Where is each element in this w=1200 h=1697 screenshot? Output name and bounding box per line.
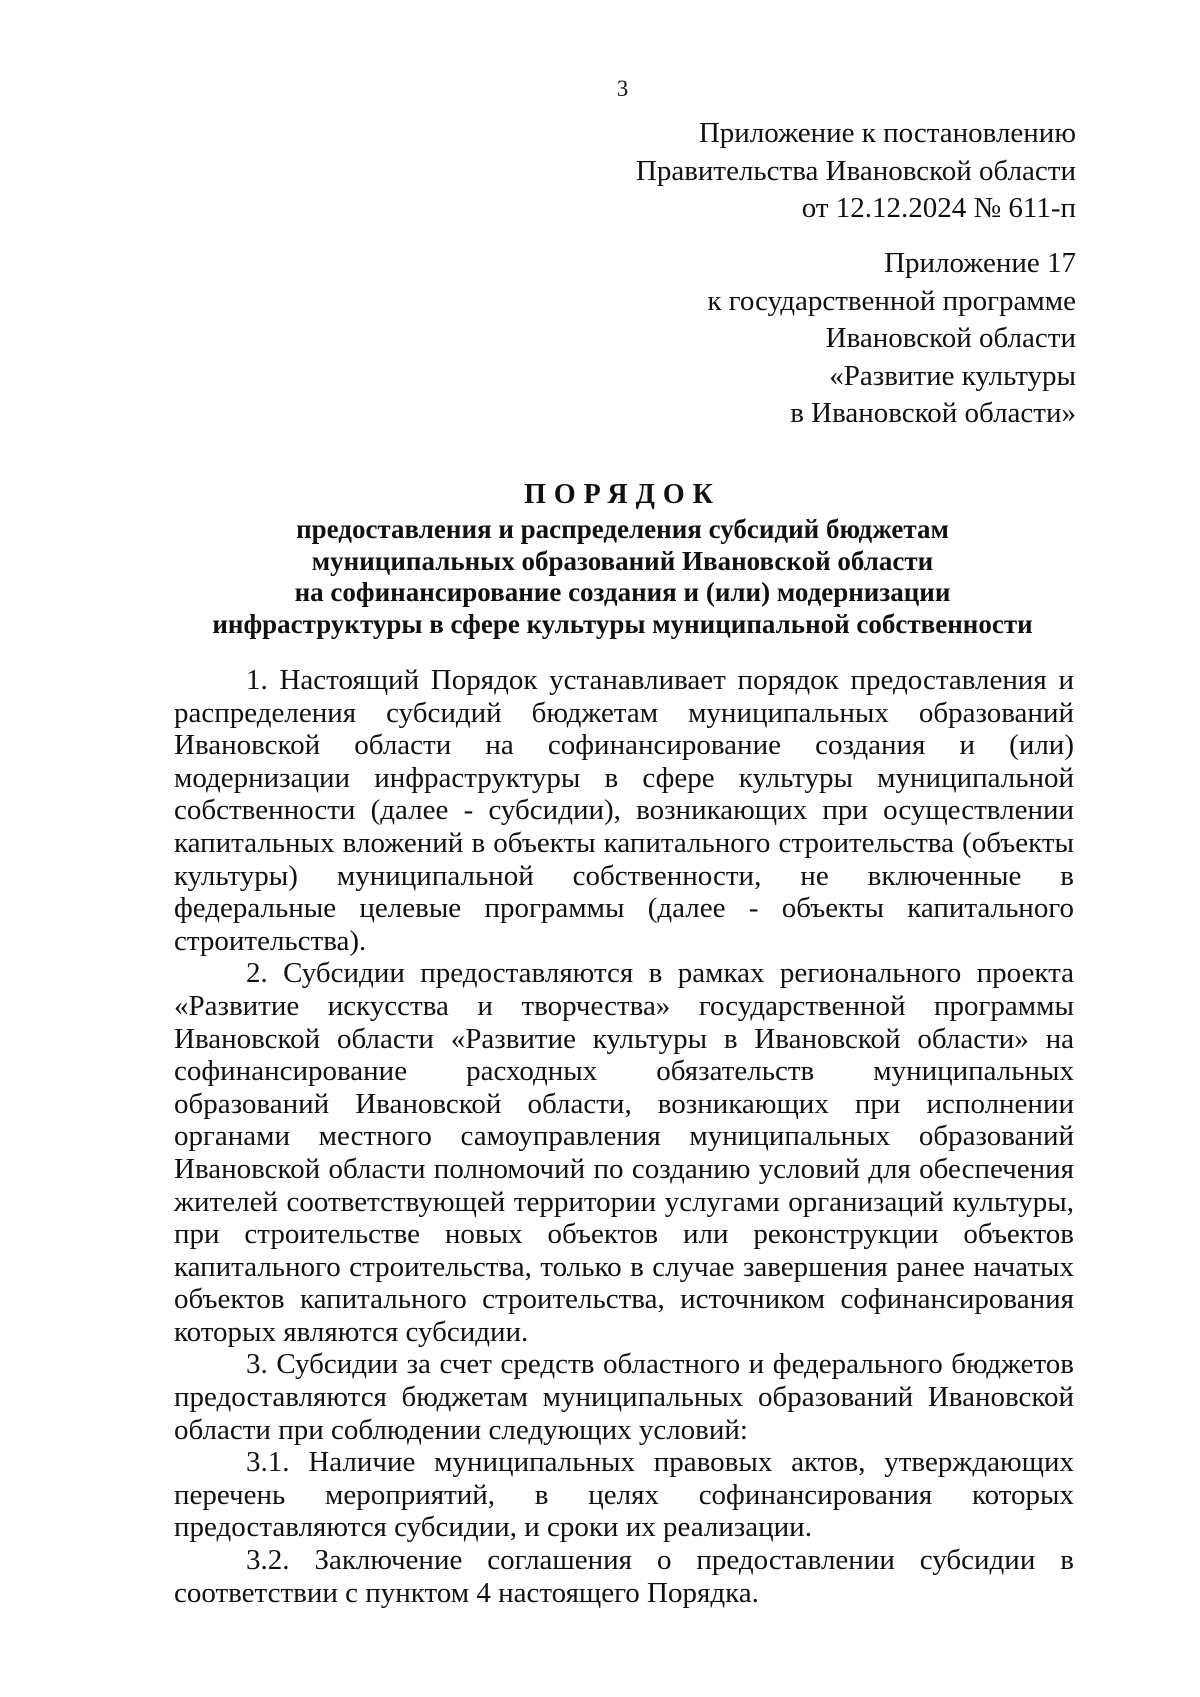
document-subtitle	[170, 514, 1075, 640]
paragraph-3-1: 3.1. Наличие муниципальных правовых актов, утверждающих перечень мероприятий, в целях софинансирования которых предоставляются субсидии, и сроки их реализации.	[174, 1446, 1074, 1544]
appendix-program-block	[707, 245, 1076, 433]
document-title-block	[170, 476, 1075, 640]
appendix-decree-line: Приложение к постановлению	[698, 117, 1076, 149]
appendix-decree-line: от 12.12.2024 № 611-п	[801, 192, 1076, 224]
appendix-program-line: Приложение 17	[884, 247, 1076, 279]
appendix-program-line: в Ивановской области»	[790, 397, 1076, 429]
paragraph-3-2: 3.2. Заключение соглашения о предоставлении субсидии в соответствии с пунктом 4 настоящего Порядка.	[174, 1544, 1074, 1609]
paragraph-3: 3. Субсидии за счет средств областного и федерального бюджетов предоставляются бюджетам муниципальных образований Ивановской области при соблюдении следующих условий:	[174, 1348, 1074, 1446]
paragraph-2: 2. Субсидии предоставляются в рамках регионального проекта «Развитие искусства и творчества» государственной программы Ивановской области «Развитие культуры в Ивановской области» на софинансирование расходных обязательств муниципальных образований Ивановской области, возникающих при исполнении органами местного самоуправления муниципальных образований Ивановской области полномочий по созданию условий для обеспечения жителей соответствующей территории услугами организаций культуры, при строительстве новых объектов или реконструкции объектов капитального строительства, только в случае завершения ранее начатых объектов капитального строительства, источником софинансирования которых являются субсидии.	[174, 957, 1074, 1348]
appendix-program-line: к государственной программе	[707, 284, 1076, 317]
document-title: ПОРЯДОК	[524, 479, 721, 510]
appendix-program-line: «Развитие культуры	[829, 359, 1076, 392]
paragraph-1: 1. Настоящий Порядок устанавливает порядок предоставления и распределения субсидий бюджетам муниципальных образований Ивановской области на софинансирование создания и (или) модернизации инфраструктуры в сфере культуры муниципальной собственности (далее - субсидии), возникающих при осуществлении капитальных вложений в объекты капитального строительства (объекты культуры) муниципальной собственности, не включенные в федеральные целевые программы (далее - объекты капитального строительства).	[174, 664, 1074, 957]
document-body	[174, 664, 1074, 1609]
appendix-decree-line: Правительства Ивановской области	[635, 154, 1076, 187]
appendix-decree-block	[636, 115, 1076, 228]
subtitle-line: на софинансирование создания и (или) модернизации	[294, 577, 951, 607]
subtitle-line: муниципальных образований Ивановской области	[311, 545, 934, 576]
appendix-program-line: Ивановской области	[825, 322, 1076, 354]
page-number: 3	[616, 76, 629, 101]
subtitle-line: предоставления и распределения субсидий бюджетам	[296, 514, 949, 544]
subtitle-line: инфраструктуры в сфере культуры муниципальной собственности	[212, 608, 1033, 639]
